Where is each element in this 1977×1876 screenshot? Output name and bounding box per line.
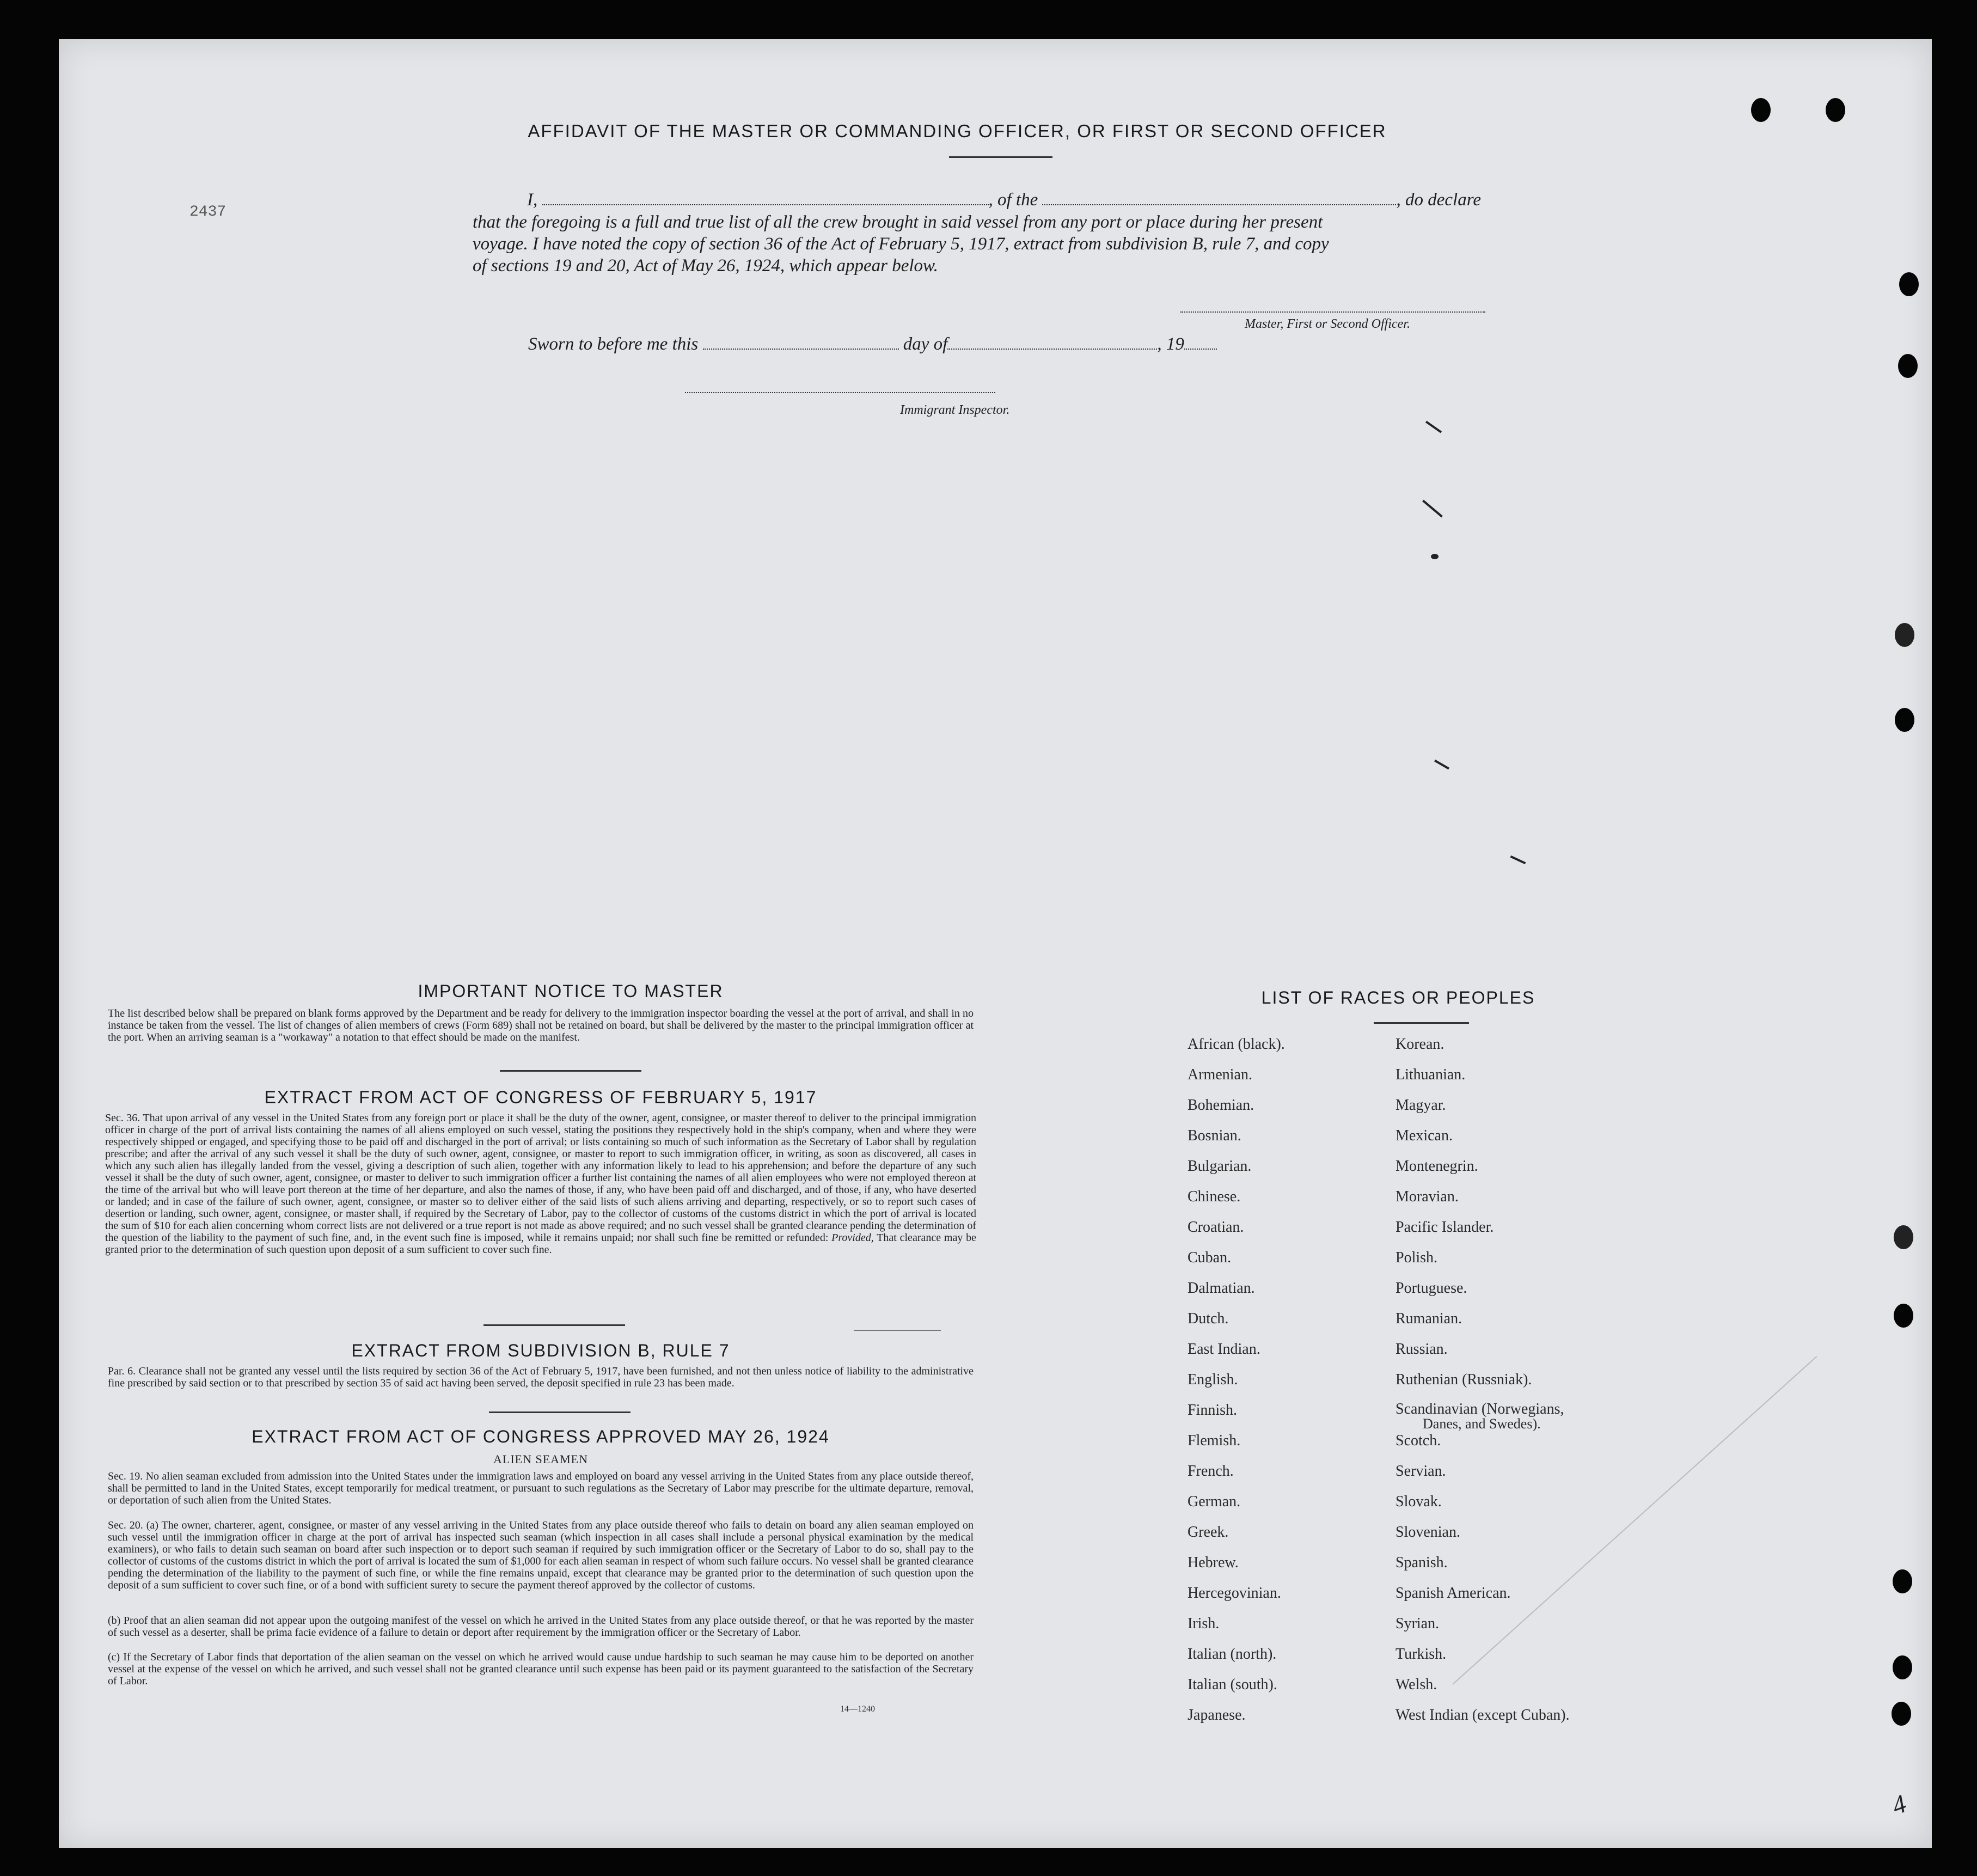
race-item: Turkish. <box>1395 1646 1447 1663</box>
race-item: Montenegrin. <box>1395 1158 1478 1175</box>
race-item: German. <box>1188 1493 1241 1510</box>
affidavit-line-4: of sections 19 and 20, Act of May 26, 1924, which appear below. <box>473 256 938 276</box>
vessel-name-field[interactable] <box>1042 189 1396 205</box>
ink-mark <box>854 1330 941 1331</box>
race-item: Italian (south). <box>1188 1676 1277 1693</box>
race-item: Polish. <box>1395 1249 1438 1266</box>
race-item: Bohemian. <box>1188 1097 1254 1114</box>
race-item: Irish. <box>1188 1615 1220 1632</box>
punch-hole <box>1898 354 1918 378</box>
race-item: Pacific Islander. <box>1395 1219 1494 1236</box>
extract-1924-sec19: Sec. 19. No alien seaman excluded from admission into the United States under the immigration laws and employed on board any vessel arriving in the United States from any place outside thereof, shall be permitted to land in the United States, except temporarily for medical treatment, or pursuant to such regulations as the Secretary of Labor may prescribe for the ultimate departure, removal, or deportation of such alien from the United States. <box>108 1470 974 1506</box>
race-item: Chinese. <box>1188 1188 1241 1205</box>
race-item: Portuguese. <box>1395 1280 1467 1297</box>
race-item: West Indian (except Cuban). <box>1395 1707 1570 1724</box>
punch-hole <box>1894 1225 1913 1249</box>
affidavit-title: AFFIDAVIT OF THE MASTER OR COMMANDING OFFICER, OR FIRST OR SECOND OFFICER <box>528 121 1387 141</box>
master-signature-label: Master, First or Second Officer. <box>1245 317 1410 331</box>
race-item: Rumanian. <box>1395 1310 1462 1327</box>
section-divider <box>483 1324 625 1326</box>
extract-rule7-title: EXTRACT FROM SUBDIVISION B, RULE 7 <box>351 1341 730 1360</box>
extract-1917-title: EXTRACT FROM ACT OF CONGRESS OF FEBRUARY 5, 1917 <box>264 1087 817 1107</box>
race-item: Dutch. <box>1188 1310 1229 1327</box>
punch-hole <box>1895 623 1914 647</box>
ink-mark <box>1434 760 1449 769</box>
extract-1924-sec20c: (c) If the Secretary of Labor finds that deportation of the alien seaman on the vessel on which he arrived would cause undue hardship to such seaman he may cause him to be deported on another vessel at the expense of the vessel on which he arrived, and such vessel shall not be granted clearance until such expense has been paid or its payment guaranteed to the satisfaction of the Secretary of Labor. <box>108 1651 974 1687</box>
ink-mark <box>1510 855 1526 864</box>
race-item: Bulgarian. <box>1188 1158 1252 1175</box>
race-item: Welsh. <box>1395 1676 1437 1693</box>
notice-body: The list described below shall be prepared on blank forms approved by the Department and be ready for delivery to the immigration inspector boarding the vessel at the port of arrival, and shall in no instance be taken from the vessel. The list of changes of alien members of crews (Form 689) shall not be retained on board, but shall be delivered by the master to the principal immigration officer at the port. When an arriving seaman is a "workaway" a notation to that effect should be made on the manifest. <box>108 1007 974 1043</box>
punch-hole <box>1893 1655 1912 1679</box>
ink-mark <box>1431 554 1439 559</box>
provided-term: Provided, <box>831 1232 874 1244</box>
race-item: Servian. <box>1395 1463 1446 1480</box>
ink-mark <box>1425 421 1442 433</box>
affidavit-line-2: that the foregoing is a full and true list of all the crew brought in said vessel from any port or place during her present <box>473 212 1323 232</box>
affidavit-line-1 <box>527 189 1594 210</box>
races-title: LIST OF RACES OR PEOPLES <box>1261 988 1535 1007</box>
sworn-day-field[interactable] <box>703 333 899 350</box>
year-label: , 19 <box>1157 334 1184 354</box>
race-item: Italian (north). <box>1188 1646 1277 1663</box>
race-item: African (black). <box>1188 1036 1285 1053</box>
race-item: Russian. <box>1395 1341 1448 1358</box>
ink-mark <box>1422 500 1443 518</box>
race-item: Cuban. <box>1188 1249 1232 1266</box>
punch-hole <box>1895 708 1914 732</box>
section-divider <box>500 1070 641 1072</box>
race-item: English. <box>1188 1371 1238 1388</box>
race-item: Moravian. <box>1395 1188 1459 1205</box>
race-item: French. <box>1188 1463 1234 1480</box>
extract-1924-sec20a: Sec. 20. (a) The owner, charterer, agent, consignee, or master of any vessel arriving in the United States from any place outside thereof who fails to detain on board any alien seaman employed on such vessel until the immigration officer in charge at the port of arrival has inspected such seaman (which inspection in all cases shall include a personal physical examination by the medical examiners), or who fails to detain such seaman on board after such inspection or to deport such seaman if required by such immigration officer or the Secretary of Labor to do so, shall pay to the collector of customs of the customs district in which the port of arrival is located the sum of $1,000 for each alien seaman in respect of whom such failure occurs. No vessel shall be granted clearance pending the determination of the liability to the payment of such fine, or while the fine remains unpaid, except that clearance may be granted prior to the determination of such question upon the deposit of a sum sufficient to cover such fine, or of a bond with sufficient surety to secure the payment thereof approved by the collector of customs. <box>108 1519 974 1591</box>
punch-hole <box>1892 1702 1911 1726</box>
race-item: Spanish American. <box>1395 1585 1511 1602</box>
race-item: Slovenian. <box>1395 1524 1460 1541</box>
punch-hole <box>1826 98 1845 122</box>
affidavit-line-3: voyage. I have noted the copy of section 36 of the Act of February 5, 1917, extract from subdivision B, rule 7, and copy <box>473 234 1329 254</box>
race-item: Spanish. <box>1395 1554 1448 1571</box>
punch-hole <box>1899 272 1919 296</box>
sworn-line <box>528 333 1217 355</box>
margin-number: 2437 <box>189 204 227 221</box>
sworn-year-field[interactable] <box>1184 333 1217 350</box>
race-item: Mexican. <box>1395 1127 1453 1144</box>
document-page <box>59 39 1932 1848</box>
declare-label: , do declare <box>1396 190 1481 210</box>
corner-pencil-mark: 4 <box>1888 1789 1911 1821</box>
punch-hole <box>1751 98 1771 122</box>
race-item: Croatian. <box>1188 1219 1244 1236</box>
punch-hole <box>1893 1569 1912 1593</box>
race-item: Armenian. <box>1188 1066 1252 1083</box>
race-item: Syrian. <box>1395 1615 1440 1632</box>
race-item: Scandinavian (Norwegians, <box>1395 1401 1564 1417</box>
inspector-signature-line[interactable] <box>685 392 995 393</box>
race-item: Greek. <box>1188 1524 1229 1541</box>
notice-title: IMPORTANT NOTICE TO MASTER <box>418 981 724 1001</box>
race-item-continuation: Danes, and Swedes). <box>1423 1416 1541 1432</box>
declarant-name-field[interactable] <box>542 189 989 205</box>
declarant-prefix: I, <box>527 190 538 210</box>
form-number: 14—1240 <box>840 1704 875 1714</box>
race-item: Hercegovinian. <box>1188 1585 1281 1602</box>
race-item: Dalmatian. <box>1188 1280 1255 1297</box>
race-item: Scotch. <box>1395 1432 1441 1449</box>
extract-1917-tail: That clearance may be granted prior to the determination of such question upon deposit of a sum sufficient to cover such fine. <box>105 1232 976 1256</box>
day-of-label: day of <box>903 334 948 354</box>
race-item: Bosnian. <box>1188 1127 1241 1144</box>
extract-1917-body <box>105 1112 976 1256</box>
race-item: Magyar. <box>1395 1097 1446 1114</box>
extract-1924-sec20b: (b) Proof that an alien seaman did not appear upon the outgoing manifest of the vessel on which he arrived in the United States from any place outside thereof, or that he was reported by the master of such vessel as a deserter, shall be prima facie evidence of a failure to detain or deport after requirement by the immigration officer or the Secretary of Labor. <box>108 1615 974 1639</box>
extract-1917-text: Sec. 36. That upon arrival of any vessel in the United States from any foreign port or place it shall be the duty of the owner, agent, consignee, or master thereof to deliver to the principal immigration officer in charge of the port of arrival lists containing the names of all aliens employed on such vessel, stating the positions they respectively hold in the ship's company, when and where they were respectively shipped or engaged, and specifying those to be paid off and discharged in the port of arrival; or lists containing so much of such information as the Secretary of Labor shall by regulation prescribe; and after the arrival of any such vessel it shall be the duty of such owner, agent, consignee, or master to report to such immigration officer, in writing, as soon as discovered, all cases in which any such alien has illegally landed from the vessel, giving a description of such alien, together with any information likely to lead to his apprehension; and before the departure of any such vessel it shall be the duty of such owner, agent, consignee, or master to deliver to such immigration officer a further list containing the names of all alien employees who were not employed thereon at the time of the arrival but who will leave port thereon at the time of her departure, and also the names of those, if any, who have been paid off and discharged, and of those, if any, who have deserted or landed; and in case of the failure of such owner, agent, consignee, or master so to deliver either of the said lists of such aliens arriving and departing, respectively, or so to report such cases of desertion or landing, such owner, agent, consignee, or master shall, if required by the Secretary of Labor, pay to the collector of customs of the customs district in which the port of arrival is located the sum of $10 for each alien concerning whom correct lists are not delivered or a true report is not made as above required; and no such vessel shall be granted clearance pending the determination of the question of the liability to the payment of such fine, and, in the event such fine is imposed, while it remains unpaid; nor shall such fine be remitted or refunded: <box>105 1112 976 1244</box>
race-item: East Indian. <box>1188 1341 1260 1358</box>
extract-1924-subtitle: ALIEN SEAMEN <box>493 1452 588 1466</box>
race-item: Hebrew. <box>1188 1554 1239 1571</box>
extract-rule7-body: Par. 6. Clearance shall not be granted any vessel until the lists required by section 36 of the Act of February 5, 1917, have been furnished, and not then unless notice of liability to the administrative fine prescribed by said section or to that prescribed by section 35 of said act having been served, the deposit specified in rule 23 has been made. <box>108 1365 974 1389</box>
race-item: Ruthenian (Russniak). <box>1395 1371 1532 1388</box>
races-divider <box>1374 1022 1469 1024</box>
race-item: Finnish. <box>1188 1402 1238 1419</box>
inspector-signature-label: Immigrant Inspector. <box>900 403 1010 417</box>
punch-hole <box>1894 1304 1913 1328</box>
race-item: Slovak. <box>1395 1493 1442 1510</box>
race-item: Korean. <box>1395 1036 1445 1053</box>
title-divider <box>949 156 1052 158</box>
sworn-month-field[interactable] <box>947 333 1157 350</box>
race-item: Lithuanian. <box>1395 1066 1466 1083</box>
master-signature-line[interactable] <box>1180 311 1485 313</box>
extract-1924-title: EXTRACT FROM ACT OF CONGRESS APPROVED MAY 26, 1924 <box>252 1427 830 1446</box>
race-item: Japanese. <box>1188 1707 1246 1724</box>
of-the-label: , of the <box>988 190 1038 210</box>
sworn-label: Sworn to before me this <box>528 334 699 354</box>
race-item: Flemish. <box>1188 1432 1241 1449</box>
section-divider <box>489 1411 631 1413</box>
